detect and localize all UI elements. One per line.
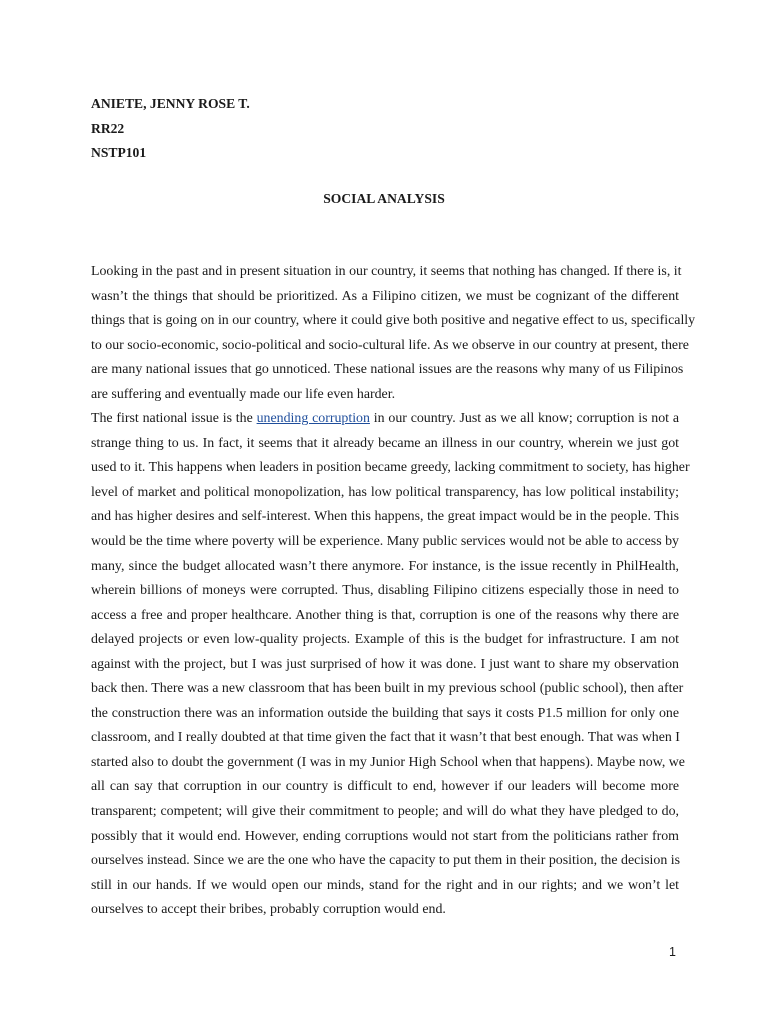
- section-code: RR22: [91, 120, 125, 136]
- text-line: delayed projects or even low-quality projects. Example of this is the budget for infrastructure. I am not: [91, 632, 679, 648]
- text-line: against with the project, but I was just surprised of how it was done. I just want to share my observation: [91, 656, 679, 672]
- text-line: ourselves instead. Since we are the one who have the capacity to put them in their position, the decision is: [91, 853, 681, 869]
- text-line: Looking in the past and in present situation in our country, it seems that nothing has changed. If there is, it: [91, 264, 682, 279]
- text-segment: in our country. Just as we all know; corruption is not a: [369, 411, 679, 427]
- text-line: transparent; competent; will give their commitment to people; and will do what they have pledged to do,: [91, 804, 679, 820]
- text-line: classroom, and I really doubted at that time given the fact that it wasn’t that best enough. That was when I: [91, 730, 680, 746]
- text-segment: The first national issue is the: [91, 411, 257, 427]
- paragraph-intro: [91, 260, 696, 407]
- author-header: [91, 92, 250, 166]
- text-line: back then. There was a new classroom that has been built in my previous school (public school), then after: [91, 681, 684, 697]
- page-number: 1: [669, 945, 676, 959]
- text-line: the construction there was an information outside the building that says it costs P1.5 million for only one: [91, 705, 679, 721]
- text-line: would be the time where poverty will be experience. Many public services would not be able to access by: [91, 534, 679, 550]
- text-line: possibly that it would end. However, ending corruptions would not start from the politicians rather from: [91, 828, 679, 844]
- text-line: ourselves to accept their bribes, probably corruption would end.: [91, 902, 446, 918]
- text-line: are many national issues that go unnoticed. These national issues are the reasons why many of us Filipinos: [91, 362, 684, 378]
- text-line: things that is going on in our country, where it could give both positive and negative effect to us, specifically: [91, 313, 696, 329]
- text-line: used to it. This happens when leaders in position became greedy, lacking commitment to society, has higher: [91, 460, 690, 476]
- text-line: wasn’t the things that should be prioritized. As a Filipino citizen, we must be cognizant of the different: [91, 288, 679, 304]
- text-line: all can say that corruption in our country is difficult to end, however if our leaders will become more: [91, 779, 679, 795]
- course-code: NSTP101: [91, 145, 147, 161]
- text-line: many, since the budget allocated wasn’t there anymore. For instance, is the issue recently in PhilHealth,: [91, 558, 679, 574]
- text-line: started also to doubt the government (I was in my Junior High School when that happens). Maybe now, we: [91, 754, 685, 770]
- document-title: SOCIAL ANALYSIS: [323, 191, 445, 206]
- text-line: access a free and proper healthcare. Another thing is that, corruption is one of the reasons why there are: [91, 607, 679, 623]
- document-body: [91, 260, 696, 923]
- text-line: wherein billions of moneys were corrupted. Thus, disabling Filipino citizens especially those in need to: [91, 583, 679, 599]
- text-line: still in our hands. If we would open our minds, stand for the right and in our rights; and we won’t let: [91, 877, 679, 893]
- text-line: [91, 407, 679, 432]
- text-line: level of market and political monopolization, has low political transparency, has low political instability;: [91, 484, 679, 500]
- paragraph-corruption: [91, 407, 690, 922]
- text-line: are suffering and eventually made our life even harder.: [91, 386, 396, 402]
- text-line: to our socio-economic, socio-political and socio-cultural life. As we observe in our country at present, there: [91, 337, 689, 353]
- text-line: and has higher desires and self-interest. When this happens, the great impact would be in the people. This: [91, 509, 679, 525]
- author-name: ANIETE, JENNY ROSE T.: [91, 96, 250, 111]
- text-line: strange thing to us. In fact, it seems that it already became an illness in our country, wherein we just got: [91, 435, 679, 451]
- unending-corruption-link[interactable]: unending corruption: [256, 411, 370, 427]
